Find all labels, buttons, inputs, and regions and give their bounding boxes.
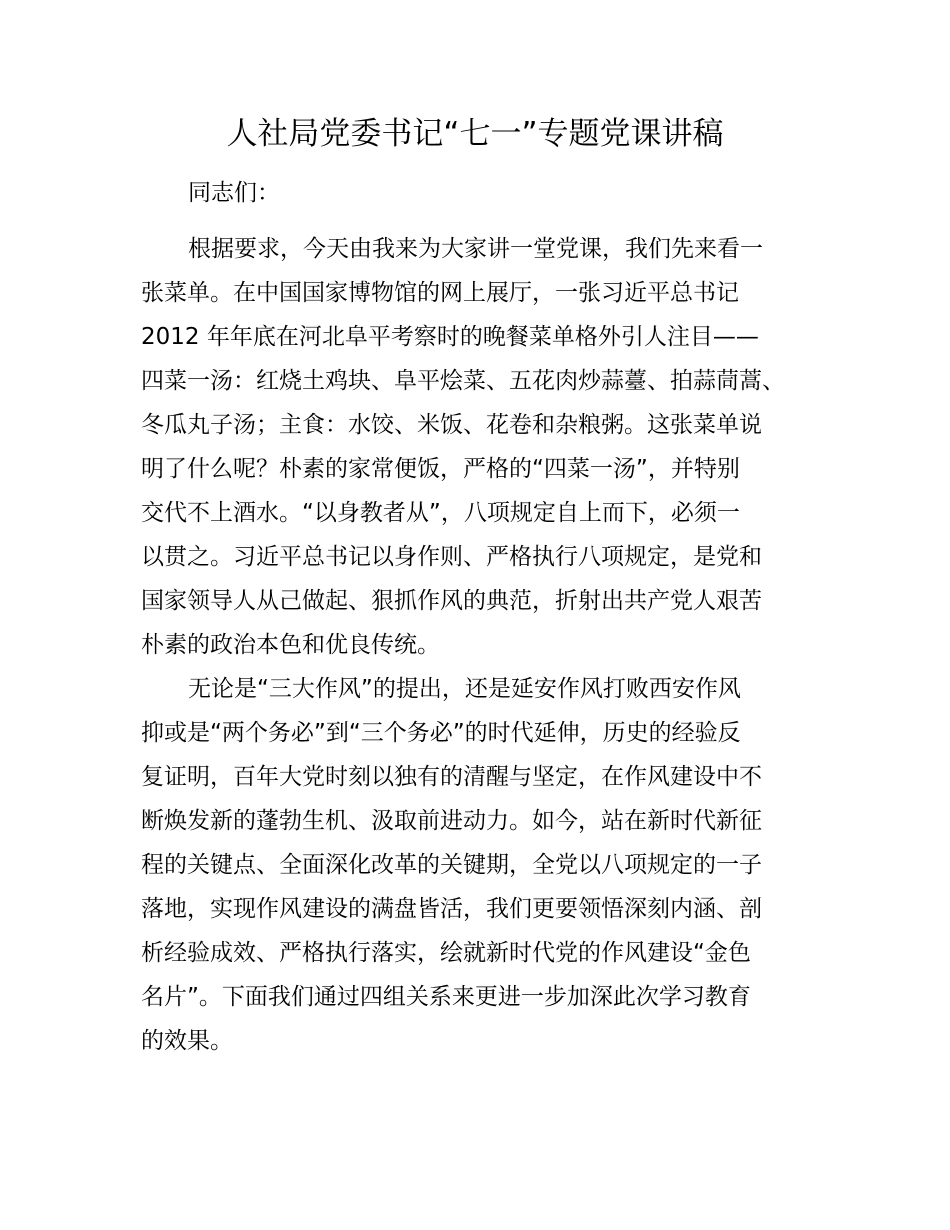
paragraph-line: 复证明，百年大党时刻以独有的清醒与坚定，在作风建设中不 xyxy=(141,764,762,790)
document-title: 人社局党委书记“七一”专题党课讲稿 xyxy=(226,116,724,152)
paragraph-line: 析经验成效、严格执行落实，绘就新时代党的作风建设“金色 xyxy=(141,940,751,966)
paragraph-line: 以贯之。习近平总书记以身作则、严格执行八项规定，是党和 xyxy=(141,544,762,570)
paragraph-line: 四菜一汤：红烧土鸡块、阜平烩菜、五花肉炒蒜薹、拍蒜茼蒿、 xyxy=(141,368,785,394)
paragraph-line: 的效果。 xyxy=(141,1028,233,1054)
paragraph-line: 朴素的政治本色和优良传统。 xyxy=(141,632,440,658)
paragraph-line: 明了什么呢？朴素的家常便饭，严格的“四菜一汤”，并特别 xyxy=(141,456,740,482)
paragraph-1 xyxy=(141,227,841,667)
paragraph-line: 2012 年年底在河北阜平考察时的晚餐菜单格外引人注目—— xyxy=(141,324,759,350)
paragraph-line: 根据要求，今天由我来为大家讲一堂党课，我们先来看一 xyxy=(188,236,763,262)
paragraph-line: 落地，实现作风建设的满盘皆活，我们更要领悟深刻内涵、剖 xyxy=(141,896,762,922)
paragraph-line: 张菜单。在中国国家博物馆的网上展厅，一张习近平总书记 xyxy=(141,280,739,306)
greeting: 同志们： xyxy=(188,180,280,206)
paragraph-line: 名片”。下面我们通过四组关系来更进一步加深此次学习教育 xyxy=(141,984,751,1010)
paragraph-line: 交代不上酒水。“以身教者从”，八项规定自上而下，必须一 xyxy=(141,500,740,526)
paragraph-line: 国家领导人从己做起、狠抓作风的典范，折射出共产党人艰苦 xyxy=(141,588,762,614)
paragraph-line: 断焕发新的蓬勃生机、汲取前进动力。如今，站在新时代新征 xyxy=(141,808,762,834)
paragraph-line: 无论是“三大作风”的提出，还是延安作风打败西安作风 xyxy=(188,676,741,702)
paragraph-line: 抑或是“两个务必”到“三个务必”的时代延伸，历史的经验反 xyxy=(141,720,741,746)
paragraph-line: 程的关键点、全面深化改革的关键期，全党以八项规定的一子 xyxy=(141,852,762,878)
paragraph-line: 冬瓜丸子汤；主食：水饺、米饭、花卷和杂粮粥。这张菜单说 xyxy=(141,412,762,438)
paragraph-2 xyxy=(141,667,841,1063)
